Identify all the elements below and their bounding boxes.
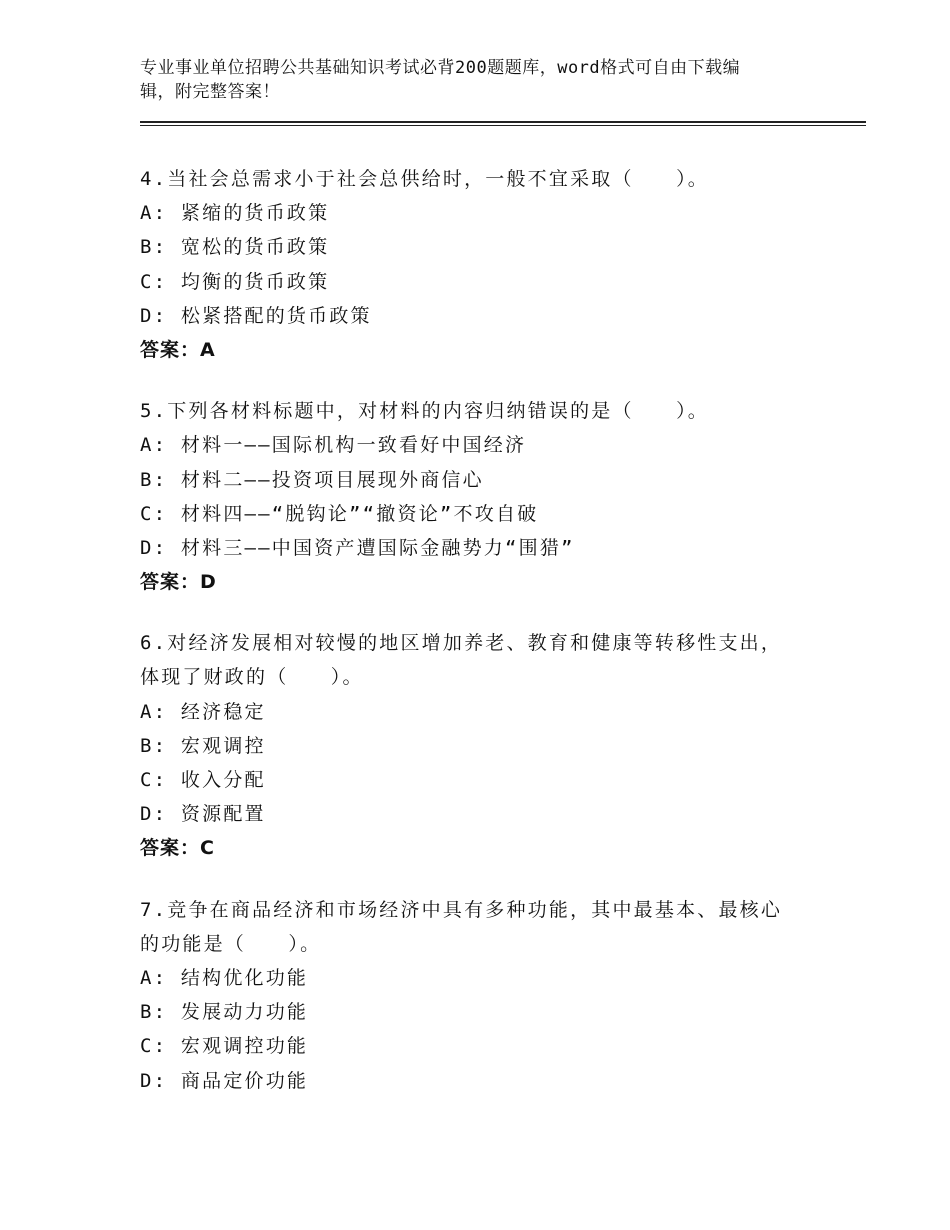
option-b: B: 宏观调控 — [140, 734, 266, 757]
header-rule-thin — [140, 125, 866, 126]
option-b: B: 宽松的货币政策 — [140, 236, 330, 259]
option-c: C: 收入分配 — [140, 769, 266, 791]
option-a: A: 经济稳定 — [140, 700, 266, 723]
option-d: D: 松紧搭配的货币政策 — [140, 304, 372, 327]
option-b: B: 发展动力功能 — [140, 1001, 309, 1024]
option-b: B: 材料二——投资项目展现外商信心 — [140, 468, 484, 491]
question-stem: 7.竞争在商品经济和市场经济中具有多种功能，其中最基本、最核心 — [140, 898, 783, 921]
option-c: C: 均衡的货币政策 — [140, 270, 330, 293]
header-rule-thick — [140, 121, 866, 123]
question-list — [140, 162, 840, 1125]
option-d: D: 商品定价功能 — [140, 1069, 309, 1092]
question-stem: 6.对经济发展相对较慢的地区增加养老、教育和健康等转移性支出， — [140, 632, 783, 655]
option-d: D: 材料三——中国资产遭国际金融势力“围猎” — [140, 536, 575, 559]
question-4 — [140, 162, 840, 367]
option-a: A: 结构优化功能 — [140, 966, 309, 989]
header-line-2: 辑，附完整答案！ — [140, 82, 280, 102]
question-7 — [140, 893, 840, 1098]
answer-label: 答案：D — [140, 571, 217, 594]
question-5 — [140, 394, 840, 599]
question-stem: 5.下列各材料标题中，对材料的内容归纳错误的是（ ）。 — [140, 400, 709, 423]
question-stem: 4.当社会总需求小于社会总供给时，一般不宜采取（ ）。 — [140, 168, 709, 190]
question-6 — [140, 626, 840, 865]
option-d: D: 资源配置 — [140, 803, 266, 826]
document-header — [140, 56, 800, 104]
option-c: C: 宏观调控功能 — [140, 1035, 309, 1058]
question-stem-continued: 体现了财政的（ ）。 — [140, 666, 364, 689]
option-a: A: 材料一——国际机构一致看好中国经济 — [140, 434, 527, 457]
option-c: C: 材料四——“脱钩论”“撤资论”不攻自破 — [140, 502, 539, 525]
answer-label: 答案：C — [140, 837, 215, 860]
header-line-1: 专业事业单位招聘公共基础知识考试必背200题题库，word格式可自由下载编 — [140, 58, 741, 78]
answer-label: 答案：A — [140, 338, 216, 361]
option-a: A: 紧缩的货币政策 — [140, 202, 330, 225]
question-stem-continued: 的功能是（ ）。 — [140, 932, 322, 955]
